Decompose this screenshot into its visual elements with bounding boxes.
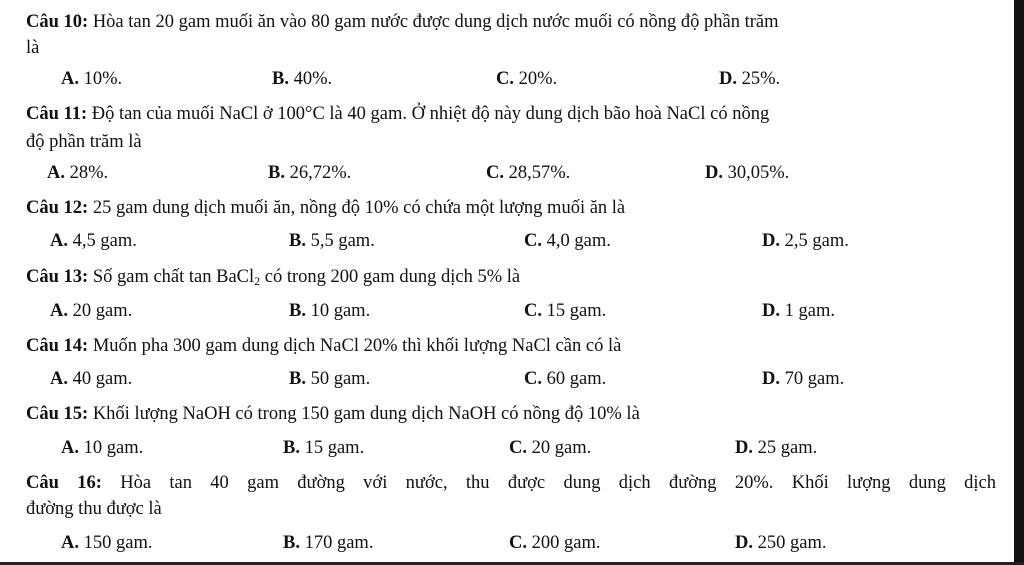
question-10-option-c[interactable]: C. 20%. [496,69,558,89]
right-border [1014,0,1024,565]
question-11-line-2: độ phần trăm là [26,132,142,152]
question-15-option-d[interactable]: D. 25 gam. [735,438,818,458]
subscript-2: 2 [254,274,261,288]
question-11-option-d[interactable]: D. 30,05%. [705,163,790,183]
question-10-option-a[interactable]: A. 10%. [61,69,123,89]
question-12-option-d[interactable]: D. 2,5 gam. [762,231,849,251]
question-14-line-1: Câu 14: Muốn pha 300 gam dung dịch NaCl 20% thì khối lượng NaCl cần có là [26,336,622,356]
question-14-option-c[interactable]: C. 60 gam. [524,369,607,389]
question-11-option-b[interactable]: B. 26,72%. [268,163,352,183]
question-10-line-2: là [26,38,40,58]
question-12-option-a[interactable]: A. 4,5 gam. [50,231,137,251]
question-14-option-a[interactable]: A. 40 gam. [50,369,133,389]
question-10-option-d[interactable]: D. 25%. [719,69,781,89]
question-13-line-1: Câu 13: Số gam chất tan BaCl$_2$ có trong 200 gam dung dịch 5% là [26,267,521,288]
question-14-option-b[interactable]: B. 50 gam. [289,369,371,389]
question-16-line-2: đường thu được là [26,499,162,519]
question-16-line-1: Câu 16: Hòa tan 40 gam đường với nước, thu được dung dịch đường 20%. Khối lượng dung dịch [26,473,996,493]
question-12-option-b[interactable]: B. 5,5 gam. [289,231,375,251]
question-11-option-c[interactable]: C. 28,57%. [486,163,571,183]
question-16-option-d[interactable]: D. 250 gam. [735,533,827,553]
question-16-option-b[interactable]: B. 170 gam. [283,533,374,553]
question-13-option-d[interactable]: D. 1 gam. [762,301,835,321]
question-11-option-a[interactable]: A. 28%. [47,163,109,183]
question-14-option-d[interactable]: D. 70 gam. [762,369,845,389]
question-16-option-c[interactable]: C. 200 gam. [509,533,601,553]
question-12-option-c[interactable]: C. 4,0 gam. [524,231,611,251]
question-13-option-b[interactable]: B. 10 gam. [289,301,371,321]
question-16-option-a[interactable]: A. 150 gam. [61,533,153,553]
question-12-line-1: Câu 12: 25 gam dung dịch muối ăn, nồng độ 10% có chứa một lượng muối ăn là [26,198,626,218]
question-15-option-c[interactable]: C. 20 gam. [509,438,592,458]
question-15-option-a[interactable]: A. 10 gam. [61,438,144,458]
question-13-option-c[interactable]: C. 15 gam. [524,301,607,321]
question-11-line-1: Câu 11: Độ tan của muối NaCl ở 100°C là 40 gam. Ở nhiệt độ này dung dịch bão hoà NaCl có nồng [26,104,770,124]
question-15-line-1: Câu 15: Khối lượng NaOH có trong 150 gam dung dịch NaOH có nồng độ 10% là [26,404,640,424]
question-13-option-a[interactable]: A. 20 gam. [50,301,133,321]
question-10-option-b[interactable]: B. 40%. [272,69,333,89]
question-10-line-1: Câu 10: Hòa tan 20 gam muối ăn vào 80 gam nước được dung dịch nước muối có nồng độ phần trăm [26,12,779,32]
question-15-option-b[interactable]: B. 15 gam. [283,438,365,458]
